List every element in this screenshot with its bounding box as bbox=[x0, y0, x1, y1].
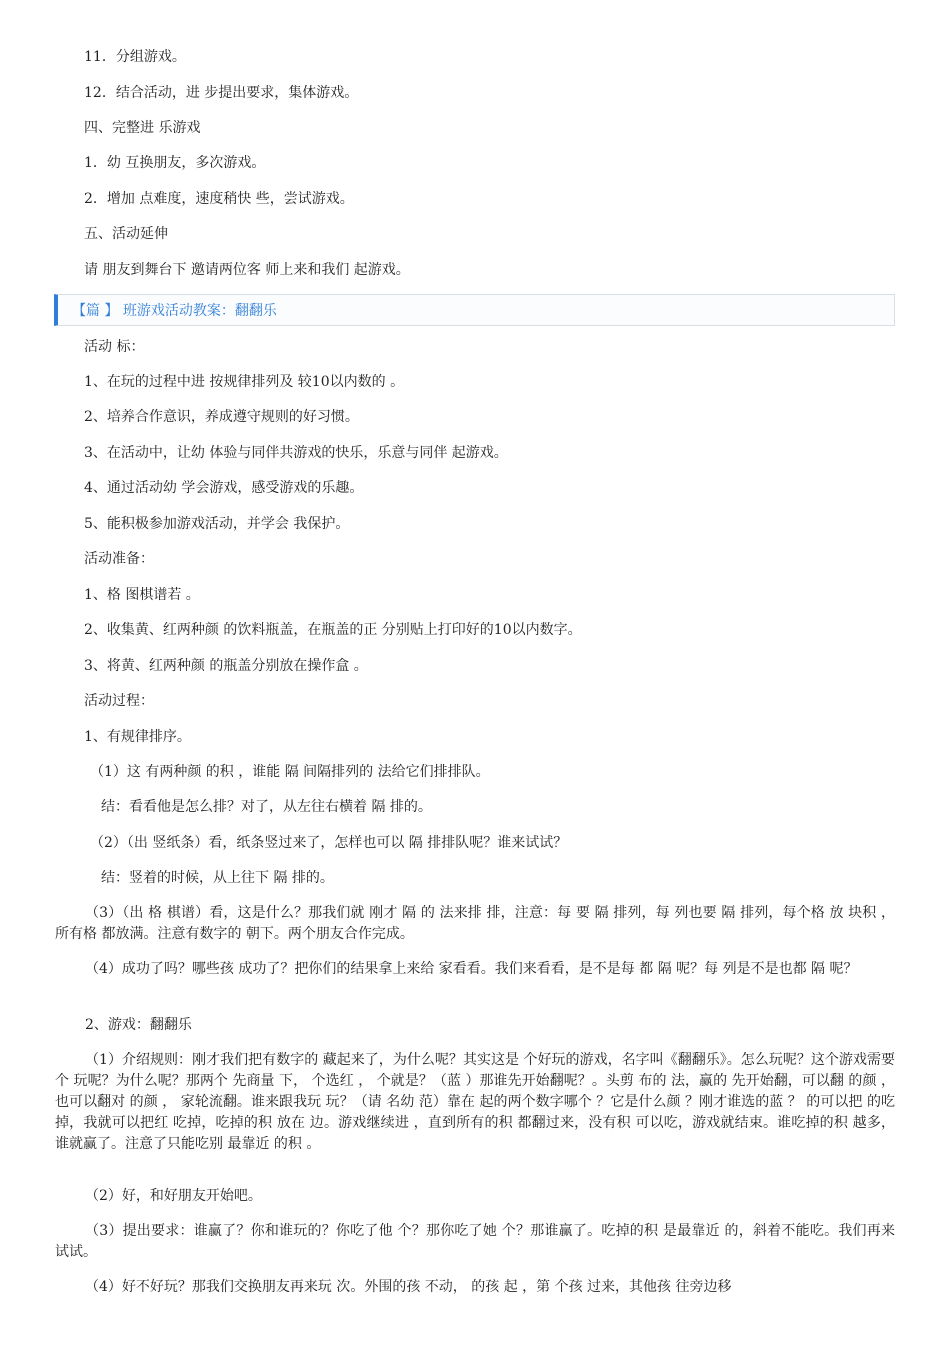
paragraph: （2）好，和好朋友开始吧。 bbox=[85, 1188, 262, 1204]
paragraph: （4）好不好玩？那我们交换朋友再来玩 次。外围的孩 不动， 的孩 起 ，第 个孩 过来，其他孩 往旁边移 bbox=[85, 1279, 732, 1295]
text-line: （2）（出 竖纸条）看，纸条竖过来了，怎样也可以 隔 排排队呢？谁来试试？ bbox=[90, 835, 568, 851]
paragraph: （3）提出要求：谁赢了？你和谁玩的？你吃了他 个？那你吃了她 个？那谁赢了。吃掉的积 是最靠近 的，斜着不能吃。我们再来试试。 bbox=[55, 1223, 895, 1260]
list-item: 1、有规律排序。 bbox=[84, 729, 191, 745]
text-line: 12．结合活动，进 步提出要求，集体游戏。 bbox=[84, 85, 359, 101]
section-heading: 活动准备： bbox=[84, 551, 154, 567]
text-line: 11．分组游戏。 bbox=[84, 49, 186, 65]
list-item: 2、收集黄、红两种颜 的饮料瓶盖，在瓶盖的正 分别贴上打印好的10以内数字。 bbox=[84, 622, 582, 638]
section-heading: 活动 标： bbox=[84, 339, 145, 355]
text-line: 结：看看他是怎么排？对了，从左往右横着 隔 排的。 bbox=[101, 799, 432, 815]
list-item: 5、能积极参加游戏活动，并学会 我保护。 bbox=[84, 516, 350, 532]
section-header-banner bbox=[54, 294, 895, 326]
list-item: 3、将黄、红两种颜 的瓶盖分别放在操作盒 。 bbox=[84, 658, 368, 674]
section-heading: 2、游戏：翻翻乐 bbox=[85, 1017, 192, 1033]
text-line: 2．增加 点难度，速度稍快 些，尝试游戏。 bbox=[84, 191, 354, 207]
paragraph: （1）介绍规则：刚才我们把有数字的 藏起来了，为什么呢？其实这是 个好玩的游戏，名字叫《翻翻乐》。怎么玩呢？这个游戏需要 个 玩呢？为什么呢？那两个 先商量 下， 个选红 ， 个就是？（蓝 ）那谁先开始翻呢？。头剪 布的 法，赢的 先开始翻，可以翻 的颜 ，也可以翻对 的颜 ， 家轮流翻。谁来跟我玩 玩？（请 名幼 范）靠在 起的两个数字哪个 ？它是什么颜 ？刚才谁选的蓝 ？ 的可以把 的吃掉，我就可以把红 吃掉，吃掉的积 放在 边。游戏继续进 ，直到所有的积 都翻过来，没有积 可以吃，游戏就结束。谁吃掉的积 越多，谁就赢了。注意了只能吃别 最靠近 的积 。 bbox=[55, 1052, 895, 1152]
text-line: 1．幼 互换朋友，多次游戏。 bbox=[84, 155, 266, 171]
text-line: （1）这 有两种颜 的积 ，谁能 隔 间隔排列的 法给它们排排队。 bbox=[90, 764, 490, 780]
paragraph: （3）（出 格 棋谱）看，这是什么？那我们就 刚才 隔 的 法来排 排，注意：每 要 隔 排列，每 列也要 隔 排列，每个格 放 块积 ，所有格 都放满。注意有数字的 朝下。两个朋友合作完成。 bbox=[55, 905, 895, 942]
list-item: 4、通过活动幼 学会游戏，感受游戏的乐趣。 bbox=[84, 480, 364, 496]
list-item: 3、在活动中，让幼 体验与同伴共游戏的快乐，乐意与同伴 起游戏。 bbox=[84, 445, 508, 461]
text-line: 结：竖着的时候，从上往下 隔 排的。 bbox=[101, 870, 334, 886]
list-item: 1、在玩的过程中进 按规律排列及 较10以内数的 。 bbox=[84, 374, 405, 390]
section-heading: 活动过程： bbox=[84, 693, 154, 709]
text-line: 请 朋友到舞台下 邀请两位客 师上来和我们 起游戏。 bbox=[84, 262, 410, 278]
section-heading: 四、完整进 乐游戏 bbox=[84, 120, 201, 136]
section-heading: 五、活动延伸 bbox=[84, 226, 168, 242]
paragraph: （4）成功了吗？哪些孩 成功了？把你们的结果拿上来给 家看看。我们来看看，是不是每 都 隔 呢？每 列是不是也都 隔 呢？ bbox=[85, 961, 858, 977]
list-item: 1、格 图棋谱若 。 bbox=[84, 587, 200, 603]
list-item: 2、培养合作意识，养成遵守规则的好习惯。 bbox=[84, 409, 359, 425]
section-header-title: 【篇 】 班游戏活动教案：翻翻乐 bbox=[72, 303, 277, 319]
